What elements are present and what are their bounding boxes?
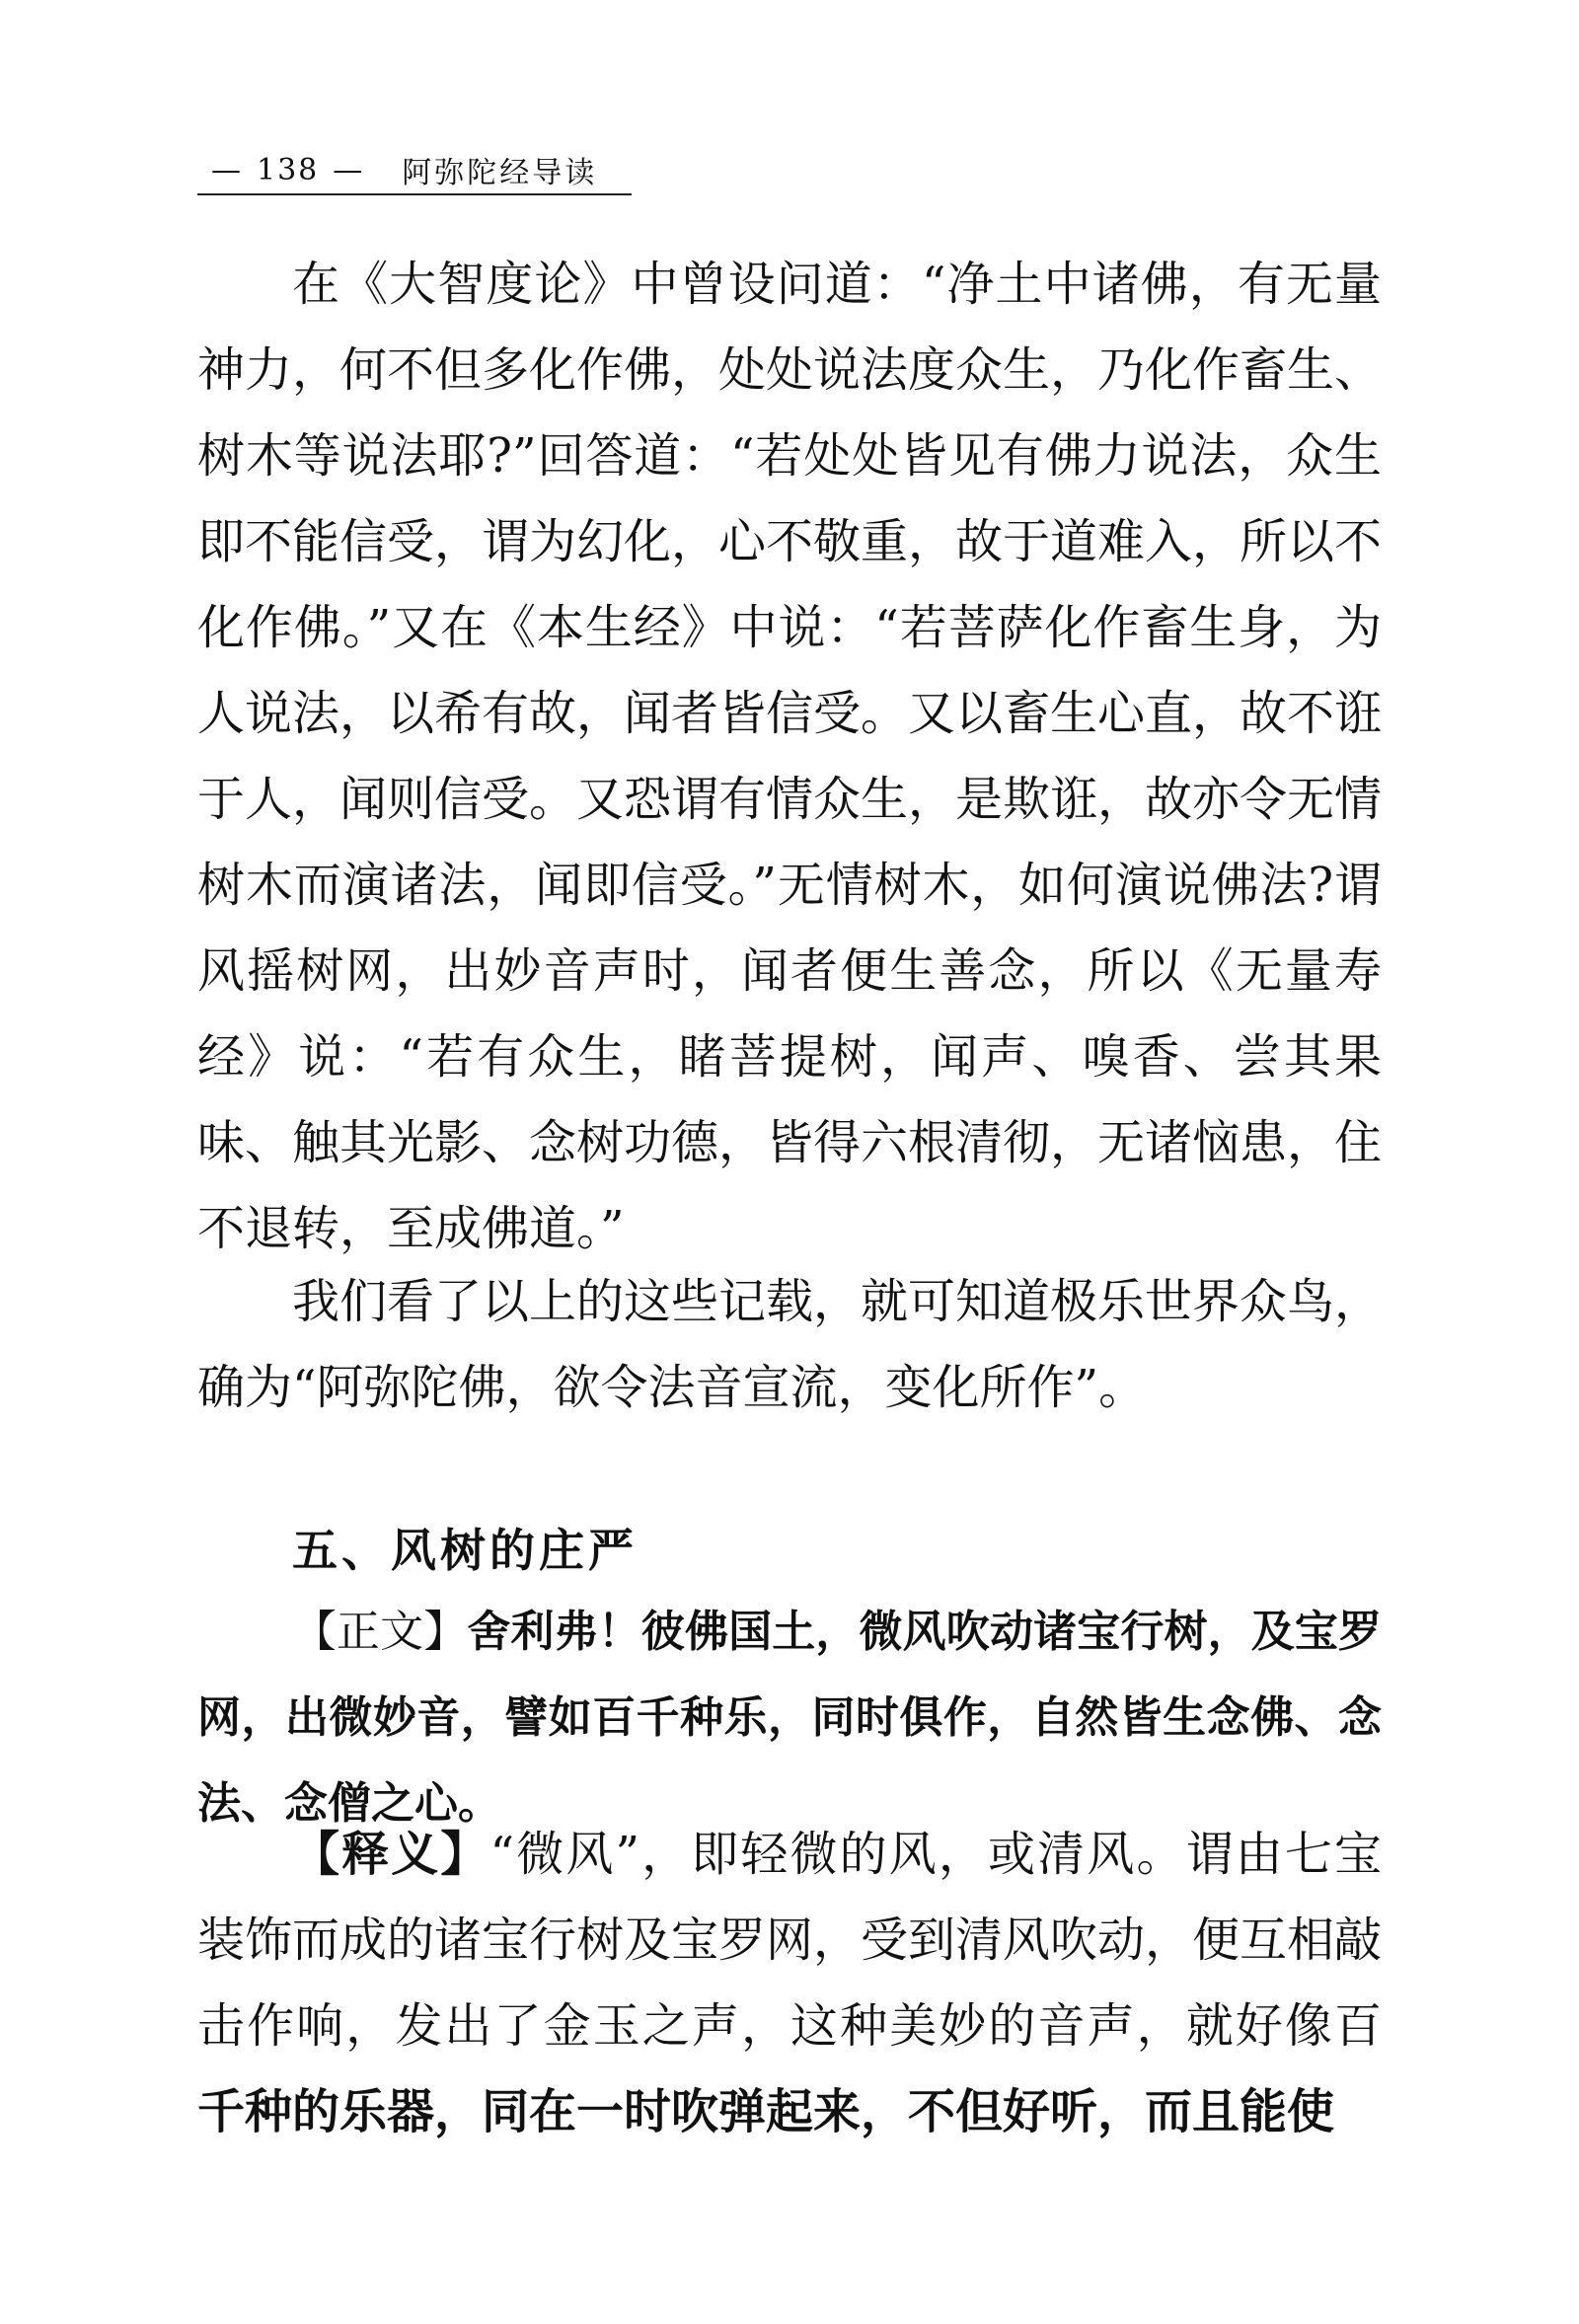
explanation-paragraph [197,1812,1382,2155]
section-heading: 五、风树的庄严 [292,1524,638,1577]
page-number: 138 [257,152,320,187]
header-dash-left: — [211,152,243,187]
explanation-label: 【释义】 [292,1827,490,1882]
running-header [197,146,632,195]
header-dash-right: — [333,152,365,187]
paragraph-dazhidulun: 在《大智度论》中曾设问道：“净土中诸佛，有无量神力，何不但多化作佛，处处说法度众生，乃化作畜生、树木等说法耶?”回答道：“若处处皆见有佛力说法，众生即不能信受，谓为幻化，心不敬重，故于道难入，所以不化作佛。”又在《本生经》中说：“若菩萨化作畜生身，为人说法，以希有故，闻者皆信受。又以畜生心直，故不诳于人，闻则信受。又恐谓有情众生，是欺诳，故亦令无情树木而演诸法，闻即信受。”无情树木，如何演说佛法?谓风摇树网，出妙音声时，闻者便生善念，所以《无量寿经》说：“若有众生，睹菩提树，闻声、嗅香、尝其果味、触其光影、念树功德，皆得六根清彻，无诸恼患，住不退转，至成佛道。” [197,257,1383,1256]
explanation-last-line: 千种的乐器，同在一时吹弹起来，不但好听，而且能使 [197,2084,1335,2139]
body-paragraph-2 [197,1259,1382,1431]
scripture-label: 【正文】 [292,1607,468,1657]
book-title: 阿弥陀经导读 [402,156,598,190]
scripture-passage [197,1589,1382,1846]
body-paragraph-1 [197,242,1382,1272]
explanation-text: “微风”，即轻微的风，或清风。谓由七宝装饰而成的诸宝行树及宝罗网，受到清风吹动，便互相敲击作响，发出了金玉之声，这种美妙的音声，就好像百 [197,1827,1383,2054]
explanation-block [197,1812,1382,2155]
scripture-text: 舍利弗！彼佛国土，微风吹动诸宝行树，及宝罗网，出微妙音，譬如百千种乐，同时俱作，自然皆生念佛、念法、念僧之心。 [197,1607,1383,1829]
paragraph-conclusion: 我们看了以上的这些记载，就可知道极乐世界众鸟，确为“阿弥陀佛，欲令法音宣流，变化所作”。 [197,1274,1383,1415]
